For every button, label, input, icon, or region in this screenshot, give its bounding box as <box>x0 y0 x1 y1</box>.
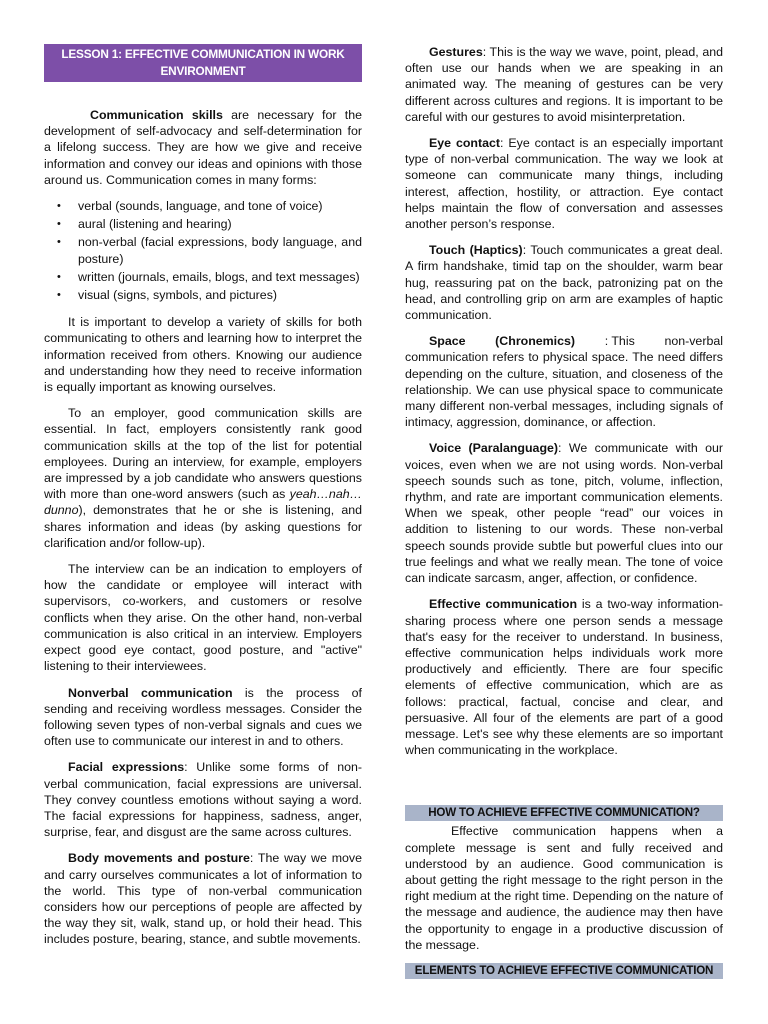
list-item <box>57 216 362 232</box>
space-paragraph <box>405 333 723 430</box>
effective-paragraph <box>405 596 723 758</box>
space-term-sub: (Chronemics) <box>495 334 576 349</box>
space-first-line <box>405 333 723 349</box>
facial-term: Facial expressions <box>68 760 185 775</box>
intro-term: Communication skills <box>90 108 223 122</box>
list-item-text: aural (listening and hearing) <box>78 217 232 232</box>
voice-paragraph <box>405 440 723 586</box>
intro-paragraph <box>44 107 362 188</box>
space-term: Space <box>429 334 466 349</box>
list-item <box>57 234 362 266</box>
bullet-icon: • <box>57 200 61 213</box>
employer-paragraph <box>44 405 362 551</box>
list-item-text: non-verbal (facial expressions, body language, and posture) <box>78 235 362 266</box>
list-item-text: written (journals, emails, blogs, and text messages) <box>78 269 360 284</box>
effective-text: is a two-way information-sharing process where one person sends a message that's easy for the receiver to understand. In business, effective communication helps individuals work more productively and efficiently. There are four specific elements of effective communication, which are as follows: practical, factual, concise and clear, and persuasive. All four of the elements are part of a good message. Let's see why these elements are so important when communicating in the workplace. <box>405 597 723 758</box>
nonverbal-text: is the process of sending and receiving wordless messages. Consider the following seven types of non-verbal signals and cues we often use to communicate our interest in and to others. <box>44 685 362 749</box>
eye-text: : Eye contact is an especially important type of non-verbal communication. The way we look at someone can communicate many things, including interest, affection, hostility, or attraction. Eye contact helps maintain the flow of conversation and assesses another person’s response. <box>405 136 724 232</box>
space-mid-text-2: non-verbal <box>664 334 723 349</box>
effective-term: Effective communication <box>429 597 578 612</box>
communication-forms-list <box>44 198 362 303</box>
bullet-icon: • <box>57 236 61 249</box>
space-mid-text: : This <box>604 334 635 349</box>
body-text: : The way we move and carry ourselves communicates a lot of information to the world. This type of non-verbal communication considers how our perceptions of people are affected by the way they sit, walk, stand up, or hold their head. This includes posture, bearing, stance, and subtle movements. <box>44 851 362 947</box>
gestures-term: Gestures <box>429 45 483 59</box>
eye-term: Eye contact <box>429 136 501 151</box>
how-to-heading: HOW TO ACHIEVE EFFECTIVE COMMUNICATION? <box>405 805 723 821</box>
nonverbal-paragraph <box>44 685 362 750</box>
bullet-icon: • <box>57 289 61 302</box>
employer-text-italic: yeah…nah…dunno <box>44 487 362 518</box>
voice-term: Voice (Paralanguage) <box>429 441 559 456</box>
nonverbal-term: Nonverbal communication <box>68 685 233 700</box>
body-paragraph <box>44 850 362 947</box>
employer-text-before: To an employer, good communication skills are essential. In fact, employers consistently rank good communication skills at the top of the list for potential employees. During an interview, for example, employers are impressed by a job candidate who answers questions with more than one-word answers (such as <box>44 406 362 502</box>
touch-paragraph <box>405 242 723 323</box>
employer-text-after: ), demonstrates that he or she is listening, and shares information and ideas (by asking questions for clarification and/or follow-up). <box>44 503 362 550</box>
bullet-icon: • <box>57 270 61 283</box>
list-item-text: verbal (sounds, language, and tone of voice) <box>78 199 323 214</box>
lesson-title-banner: LESSON 1: EFFECTIVE COMMUNICATION IN WORK ENVIRONMENT <box>44 44 362 82</box>
facial-text: : Unlike some forms of non-verbal communication, facial expressions are universal. They convey countless emotions without saying a word. The facial expressions for happiness, sadness, anger, surprise, fear, and disgust are the same across cultures. <box>44 760 362 840</box>
list-item <box>57 269 362 285</box>
intro-text: are necessary for the development of self-advocacy and self-determination for a lifelong success. They are how we give and receive information and convey our ideas and opinions with those around us. Communication comes in many forms: <box>44 108 362 187</box>
facial-paragraph <box>44 759 362 840</box>
bullet-icon: • <box>57 218 61 231</box>
important-paragraph: It is important to develop a variety of skills for both communicating to others and learning how to interpret the information received from others. Knowing our audience and understanding how they need to receive information is equally important as knowing ourselves. <box>44 315 362 395</box>
interview-paragraph: The interview can be an indication to employers of how the candidate or employee will interact with supervisors, co-workers, and customers or resolve conflicts when they arise. On the other hand, non-verbal communication is also critical in an interview. Employers expect good eye contact, good posture, and "active" listening to their interviewees. <box>44 562 362 674</box>
list-item-text: visual (signs, symbols, and pictures) <box>78 288 278 303</box>
gestures-paragraph <box>405 44 723 125</box>
list-item <box>57 287 362 303</box>
body-term: Body movements and posture <box>68 851 250 866</box>
left-column <box>44 44 362 958</box>
touch-text: : Touch communicates a great deal. A firm handshake, timid tap on the shoulder, warm bear hug, reassuring pat on the back, patronizing pat on the head, and controlling grip on arm are examples of haptic communication. <box>405 243 723 323</box>
how-to-paragraph: Effective communication happens when a complete message is sent and fully received and understood by an audience. Good communication is about getting the right message to the right person in the right medium at the right time. Depending on the nature of the message and audience, the audience may then have the opportunity to engage in a productive discussion of the message. <box>405 824 723 952</box>
voice-text: : We communicate with our voices, even when we are not using words. Non-verbal speech sounds such as tone, pitch, volume, inflection, rhythm, and rate are important communication elements. When we speak, other people “read” our voices in addition to listening to our words. These non-verbal speech sounds provide subtle but powerful clues into our true feelings and what we really mean. The tone of voice can indicate sarcasm, anger, affection, or confidence. <box>405 441 724 586</box>
list-item <box>57 198 362 214</box>
eye-contact-paragraph <box>405 135 723 232</box>
elements-heading: ELEMENTS TO ACHIEVE EFFECTIVE COMMUNICATION <box>405 963 723 979</box>
gestures-text: : This is the way we wave, point, plead, and often use our hands when we are speaking in an animated way. The meaning of gestures can be very different across cultures and regions. It is important to be careful with our gestures to avoid misinterpretation. <box>405 45 723 124</box>
right-column <box>405 44 723 979</box>
touch-term: Touch (Haptics) <box>429 243 523 258</box>
space-text: communication refers to physical space. The need differs depending on the culture, situation, and closeness of the relationship. We can use physical space to communicate many different non-verbal messages, including signals of intimacy, aggression, dominance, or affection. <box>405 350 723 430</box>
